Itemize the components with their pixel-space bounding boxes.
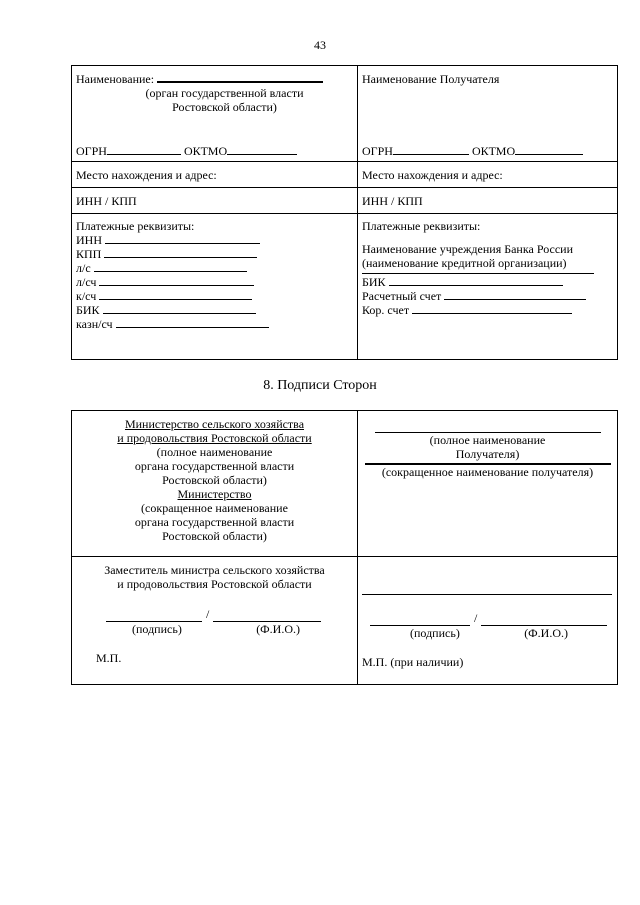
payment-field-label: казн/сч [76, 317, 113, 331]
full-name-caption-1: (полное наименование [156, 445, 273, 459]
payment-field-label: КПП [76, 247, 102, 261]
full-name-caption-2: органа государственной власти [134, 459, 295, 473]
right-inn-kpp-label: ИНН / КПП [362, 193, 423, 208]
corr-account-label: Кор. счет [362, 303, 410, 317]
left-oktmo-field[interactable] [227, 145, 297, 155]
left-payment-cell [72, 214, 358, 360]
right-ogrn-label: ОГРН [362, 144, 393, 158]
left-ogrn-label: ОГРН [76, 144, 107, 158]
ministry-short-name: Министерство [177, 487, 252, 501]
right-bik-field[interactable] [389, 276, 563, 286]
left-fio-field[interactable] [213, 612, 321, 622]
right-oktmo-field[interactable] [515, 145, 583, 155]
right-signature-cell [358, 557, 618, 685]
kazn-field[interactable] [116, 318, 269, 328]
bik-field[interactable] [103, 304, 256, 314]
payment-field-label: к/сч [76, 289, 97, 303]
left-stamp-label: М.П. [96, 651, 122, 665]
signatures-table [71, 410, 618, 685]
account-field[interactable] [444, 290, 586, 300]
right-address-label: Место нахождения и адрес: [362, 167, 503, 182]
ls-field[interactable] [94, 262, 247, 272]
requisites-table [71, 65, 618, 360]
full-name-caption-3: Ростовской области) [162, 473, 267, 487]
left-ogrn-field[interactable] [107, 145, 181, 155]
short-name-caption-3: Ростовской области) [162, 529, 267, 543]
right-payment-title: Платежные реквизиты: [362, 219, 481, 233]
right-oktmo-label: ОКТМО [471, 144, 516, 158]
bank-name-blank[interactable] [362, 272, 594, 274]
right-name-label: Наименование Получателя [362, 72, 500, 86]
left-signature-field[interactable] [106, 612, 202, 622]
lsch-field[interactable] [99, 276, 254, 286]
left-name-cell [72, 66, 358, 162]
signer-title-1: Заместитель министра сельского хозяйства [104, 563, 325, 577]
left-signature-cell [72, 557, 358, 685]
right-slash: / [474, 611, 478, 625]
right-party-cell [358, 411, 618, 557]
recipient-full-name-caption-2: Получателя) [455, 447, 520, 461]
left-payment-title: Платежные реквизиты: [76, 219, 195, 233]
recipient-full-name-caption-1: (полное наименование [429, 433, 546, 447]
inn-field[interactable] [105, 234, 260, 244]
left-fio-label: (Ф.И.О.) [256, 622, 300, 636]
account-label: Расчетный счет [362, 289, 442, 303]
left-party-cell [72, 411, 358, 557]
ministry-name-2: и продовольствия Ростовской области [117, 431, 312, 445]
payment-field-label: л/сч [76, 275, 97, 289]
ministry-name-1: Министерство сельского хозяйства [124, 417, 305, 431]
page-number: 43 [314, 38, 326, 52]
left-name-label: Наименование: [76, 72, 155, 86]
left-name-sub-2: Ростовской области) [172, 100, 277, 114]
recipient-short-name-caption: (сокращенное наименование получателя) [381, 465, 594, 479]
bank-name-label: Наименование учреждения Банка России [362, 242, 573, 256]
credit-org-label: (наименование кредитной организации) [362, 256, 567, 270]
right-name-cell [358, 66, 618, 162]
right-signature-label: (подпись) [410, 626, 460, 640]
left-address-label: Место нахождения и адрес: [76, 167, 217, 182]
right-stamp-label: М.П. (при наличии) [362, 655, 464, 669]
left-inn-kpp-label: ИНН / КПП [76, 193, 137, 208]
section-title: 8. Подписи Сторон [263, 378, 377, 393]
right-payment-cell [358, 214, 618, 360]
payment-field-label: ИНН [76, 233, 102, 247]
corr-account-field[interactable] [412, 304, 572, 314]
left-name-sub-1: (орган государственной власти [145, 86, 304, 100]
signer-title-2: и продовольствия Ростовской области [117, 577, 312, 591]
left-slash: / [206, 607, 210, 621]
left-name-blank[interactable] [157, 72, 323, 83]
left-oktmo-label: ОКТМО [183, 144, 228, 158]
right-fio-field[interactable] [481, 616, 607, 626]
right-ogrn-field[interactable] [393, 145, 469, 155]
short-name-caption-2: органа государственной власти [134, 515, 295, 529]
ksch-field[interactable] [99, 290, 252, 300]
left-signature-label: (подпись) [132, 622, 182, 636]
short-name-caption-1: (сокращенное наименование [141, 501, 288, 515]
right-bik-label: БИК [362, 275, 386, 289]
payment-field-label: л/с [76, 261, 91, 275]
payment-field-label: БИК [76, 303, 100, 317]
right-signature-field[interactable] [370, 616, 470, 626]
kpp-field[interactable] [104, 248, 257, 258]
right-fio-label: (Ф.И.О.) [524, 626, 568, 640]
